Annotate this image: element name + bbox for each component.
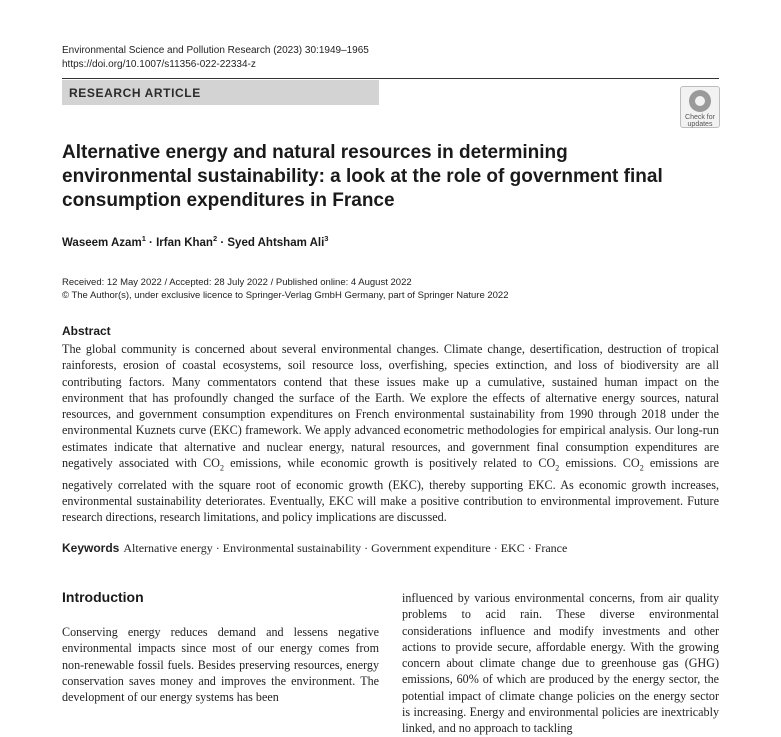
subscript: 2: [639, 463, 644, 473]
author-separator: ·: [145, 236, 157, 249]
author-affiliation: 1: [141, 234, 146, 243]
author-name[interactable]: Syed Ahtsham Ali: [227, 236, 325, 249]
dates-line: Received: 12 May 2022 / Accepted: 28 July 2022 / Published online: 4 August 2022: [62, 277, 412, 288]
author-name[interactable]: Irfan Khan: [156, 236, 213, 249]
title-line3: consumption expenditures in France: [62, 190, 395, 211]
doi-link[interactable]: https://doi.org/10.1007/s11356-022-22334-z: [62, 59, 256, 70]
badge-line1: Check for: [685, 114, 715, 121]
abstract-text: The global community is concerned about several environmental changes. Climate change, desertification, destruction of tropical rainforests, erosion of coastal ecosystems, soil resource loss, overfishing, species extinction, and loss of biodiversity are all contributing factors. Many commentators contend that these issues make up a cumulative, sustained human impact on the environment that has profoundly changed the surface of the Earth. We explore the effects of alternative energy sources, natural resources, and government consumption expenditures on French environmental sustainability from 1990 through 2018 under the environmental Kuznets curve (EKC) framework. We apply advanced econometric methodologies for empirical analysis. Our long-run estimates indicate that alternative and nuclear energy, natural resources, and government final consumption expenditures are negatively associated with CO: [62, 342, 719, 471]
author-affiliation: 2: [212, 234, 218, 243]
abstract-text: emissions. CO: [559, 456, 640, 471]
article-type-label: RESEARCH ARTICLE: [69, 86, 201, 100]
copyright-line: © The Author(s), under exclusive licence to Springer-Verlag GmbH Germany, part of Springer Nature 2022: [62, 290, 509, 301]
abstract-text: emissions, while economic growth is positively related to CO: [223, 456, 556, 471]
check-for-updates-badge[interactable]: [680, 86, 720, 128]
keywords-label: Keywords: [62, 541, 120, 555]
publication-dates: [62, 276, 509, 302]
title-line2: environmental sustainability: a look at the role of government final: [62, 166, 663, 187]
keywords-list: Alternative energy · Environmental sustainability · Government expenditure · EKC · France: [123, 541, 568, 555]
abstract-body: [62, 341, 719, 526]
introduction-heading: Introduction: [62, 589, 144, 605]
abstract-text: emissions are negatively correlated with the square root of economic growth (EKC), thereby supporting EKC. As economic growth increases, environmental sustainability deteriorates. Eventually, EKC will make a positive contribution to environmental improvement. Future research directions, research limitations, and policy implications are discussed.: [62, 456, 719, 525]
author-separator: ·: [217, 236, 228, 249]
subscript: 2: [219, 463, 224, 473]
check-updates-icon: [689, 90, 711, 112]
article-title: [62, 141, 702, 213]
title-line1: Alternative energy and natural resources in determining: [62, 142, 568, 163]
author-name[interactable]: Waseem Azam: [62, 236, 142, 249]
subscript: 2: [555, 463, 560, 473]
journal-citation: [62, 44, 369, 72]
author-affiliation: 3: [324, 234, 329, 243]
article-type-banner: [62, 80, 379, 105]
header-rule: [62, 78, 719, 79]
intro-left-column: Conserving energy reduces demand and lessens negative environmental impacts since most of our energy comes from non-renewable fossil fuels. Besides preserving resources, energy conservation saves money and improves the environment. The development of our energy systems has been: [62, 625, 379, 705]
intro-right-column: influenced by various environmental concerns, from air quality problems to acid rain. These diverse environmental considerations influence and modify investments and other actions to provide secure, affordable energy. With the growing concern about climate change due to greenhouse gas (GHG) emissions, 60% of which are produced by the energy sector, the potential impact of climate change policies on the energy sector is increasing. Energy and environmental policies are inextricably linked, and no approach to tackling: [402, 591, 719, 736]
author-list: [62, 234, 328, 249]
badge-text: [681, 114, 719, 128]
keywords-line: [62, 541, 567, 556]
badge-line2: updates: [687, 121, 713, 128]
abstract-heading: Abstract: [62, 324, 111, 338]
journal-line: Environmental Science and Pollution Research (2023) 30:1949–1965: [62, 45, 369, 56]
